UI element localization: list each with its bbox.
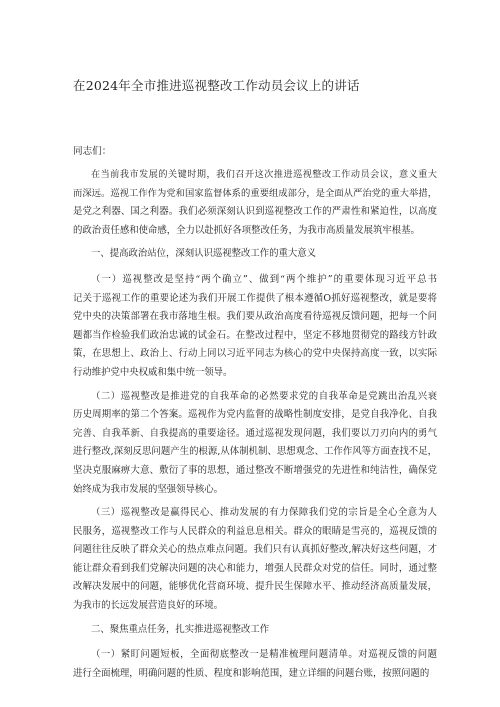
paragraph — [73, 166, 437, 240]
paragraph-line: 策，在思想上、政治上、行动上同以习近平同志为核心的党中央保持高度一致，以实际 — [73, 348, 437, 360]
salutation: 同志们： — [73, 146, 112, 157]
paragraph-line: 党中央的决策部署在我市落地生根。我们要从政治高度看待巡视反馈问题，把每一个问 — [73, 311, 437, 323]
paragraph-line: 完善、自我革新、自我提高的重要途径。通过巡视发现问题，我们要以刀刃向内的勇气 — [73, 427, 437, 439]
paragraph-line: 为我市的长远发展营造良好的环境。 — [73, 600, 224, 612]
section-heading: 二、聚焦重点任务，扎实推进巡视整改工作 — [91, 623, 270, 635]
paragraph — [73, 388, 437, 500]
document-body — [73, 143, 437, 688]
section-heading: 一、提高政治站位，深刻认识巡视整改工作的重大意义 — [91, 248, 317, 260]
paragraph-line: 能让群众看到我们党解决问题的决心和能力，增强人民群众对党的信任。同时，通过整 — [73, 562, 437, 574]
paragraph-line: （三）巡视整改是赢得民心、推动发展的有力保障我们党的宗旨是全心全意为人 — [91, 507, 437, 519]
paragraph-line: 是党之利器、国之利器。我们必须深刻认识到巡视整改工作的严肃性和紧迫性，以高度 — [73, 206, 437, 218]
paragraph — [73, 646, 437, 683]
paragraph-line: 而深远。巡视工作作为党和国家监督体系的重要组成部分，是全面从严治党的重大举措， — [73, 187, 437, 199]
paragraph-line: （一）紧盯问题短板，全面彻底整改一是精准梳理问题清单。对巡视反馈的问题 — [91, 649, 437, 661]
paragraph-line: 问题往往反映了群众关心的热点难点问题。我们只有认真抓好整改,解决好这些问题，才 — [73, 544, 437, 556]
paragraph-line: 改解决发展中的问题，能够优化营商环境、提升民生保障水平、推动经济高质量发展， — [73, 581, 437, 593]
paragraph-line: 题都当作检验我们政治忠诚的试金石。在整改过程中，坚定不移地贯彻党的路线方针政 — [73, 329, 437, 341]
paragraph-line: 历史周期率的第二个答案。巡视作为党内监督的战略性制度安排，是党自我净化、自我 — [73, 409, 437, 421]
paragraph-line: （二）巡视整改是推进党的自我革命的必然要求党的自我革命是党跳出治乱兴衰 — [91, 390, 437, 402]
paragraph-line: 在当前我市发展的关键时期，我们召开这次推进巡视整改工作动员会议，意义重大 — [91, 170, 437, 180]
paragraph-line: （一）巡视整改是坚持“两个确立”、做到“两个维护”的重要体现习近平总书 — [91, 273, 437, 285]
paragraph-line: 进行整改,深刻反思问题产生的根源,从体制机制、思想观念、工作作风等方面查找不足， — [73, 446, 437, 458]
paragraph-line: 记关于巡视工作的重要论述为我们开展工作提供了根本遵循O抓好巡视整改，就是要将 — [73, 292, 437, 304]
paragraph — [73, 271, 437, 383]
paragraph-line: 行动维护党中央权威和集中统一领导。 — [73, 366, 233, 378]
paragraph-line: 坚决克服麻痹大意、敷衍了事的思想，通过整改不断增强党的先进性和纯洁性，确保党 — [73, 464, 437, 476]
paragraph-line: 进行全面梳理，明确问题的性质、程度和影响范围，建立详细的问题台账，按照问题的 — [73, 667, 430, 679]
paragraph-line: 的政治责任感和使命感，全力以赴抓好各项整改任务，为我市高质量发展筑牢根基。 — [73, 224, 420, 236]
paragraph-line: 始终成为我市发展的坚强领导核心。 — [73, 483, 224, 495]
paragraph-line: 民服务，巡视整改工作与人民群众的利益息息相关。群众的眼睛是雪亮的，巡视反馈的 — [73, 525, 437, 537]
paragraph — [73, 504, 437, 616]
document-title: 在2024年全市推进巡视整改工作动员会议上的讲话 — [73, 78, 360, 93]
document-content — [73, 166, 437, 683]
